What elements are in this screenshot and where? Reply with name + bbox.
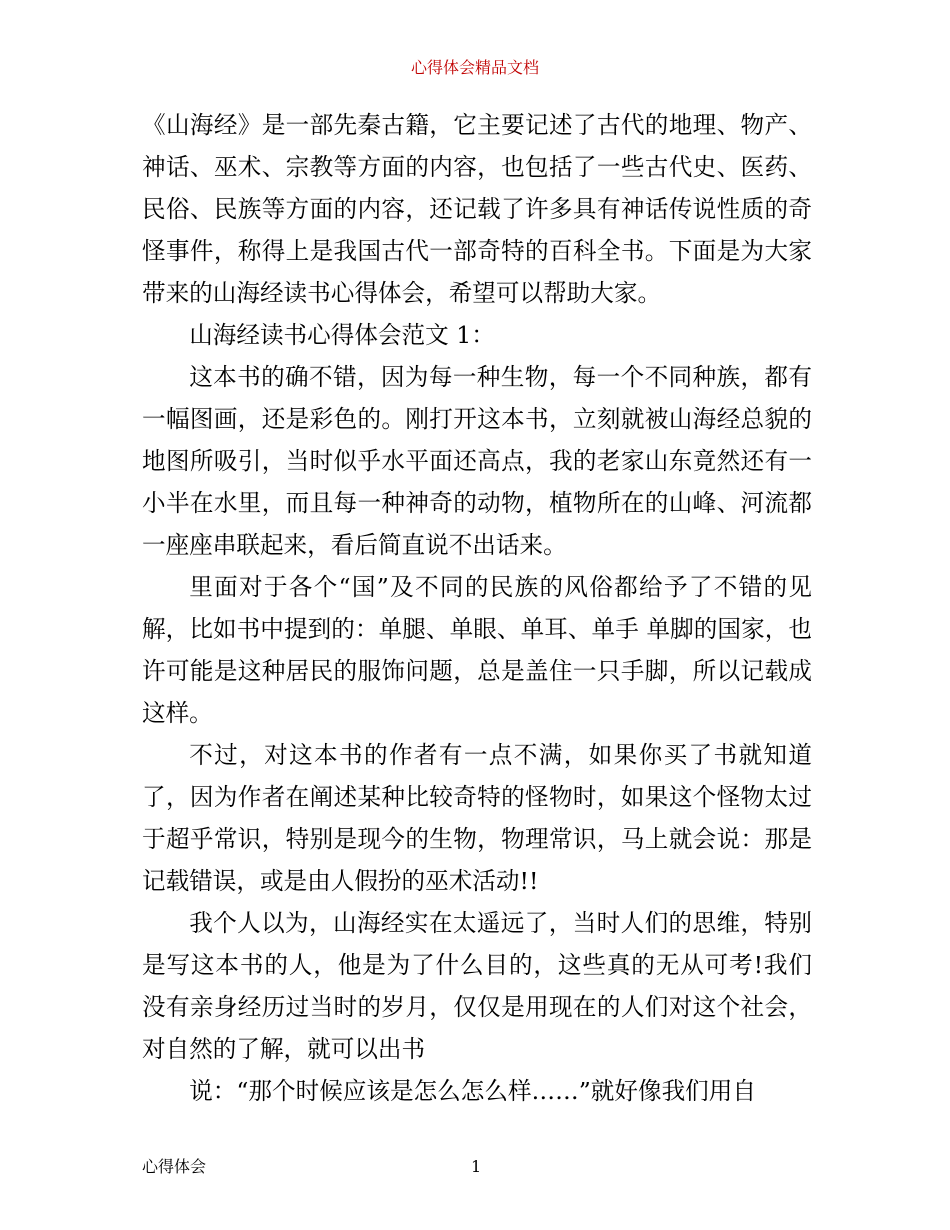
paragraph: 里面对于各个“国”及不同的民族的风俗都给予了不错的见解，比如书中提到的：单腿、单眼、单耳、单手 单脚的国家，也许可能是这种居民的服饰问题，总是盖住一只手脚，所以记载成这样。: [142, 573, 812, 727]
paragraph-intro: 《山海经》是一部先秦古籍，它主要记述了古代的地理、物产、神话、巫术、宗教等方面的内容，也包括了一些古代史、医药、民俗、民族等方面的内容，还记载了许多具有神话传说性质的奇怪事件，称得上是我国古代一部奇特的百科全书。下面是为大家带来的山海经读书心得体会，希望可以帮助大家。: [142, 111, 812, 307]
paragraph: 这本书的确不错，因为每一种生物，每一个不同种族，都有一幅图画，还是彩色的。刚打开这本书，立刻就被山海经总貌的地图所吸引，当时似乎水平面还高点，我的老家山东竟然还有一小半在水里，而且每一种神奇的动物，植物所在的山峰、河流都一座座串联起来，看后简直说不出话来。: [142, 363, 812, 559]
footer-label: 心得体会: [142, 1157, 207, 1176]
page-header: 心得体会精品文档: [410, 58, 539, 77]
paragraph: 说：“那个时候应该是怎么怎么样……”就好像我们用自: [189, 1077, 756, 1105]
page-number: 1: [471, 1157, 482, 1176]
document-body: [142, 104, 812, 1112]
page-footer: [142, 1156, 812, 1178]
paragraph: 我个人以为，山海经实在太遥远了，当时人们的思维，特别是写这本书的人，他是为了什么目的，这些真的无从可考!我们没有亲身经历过当时的岁月，仅仅是用现在的人们对这个社会，对自然的了解，就可以出书: [142, 909, 812, 1063]
paragraph: 不过，对这本书的作者有一点不满，如果你买了书就知道了，因为作者在阐述某种比较奇特的怪物时，如果这个怪物太过于超乎常识，特别是现今的生物，物理常识，马上就会说：那是记载错误，或是由人假扮的巫术活动!!: [142, 741, 812, 895]
section-heading: 山海经读书心得体会范文 1：: [189, 321, 495, 349]
